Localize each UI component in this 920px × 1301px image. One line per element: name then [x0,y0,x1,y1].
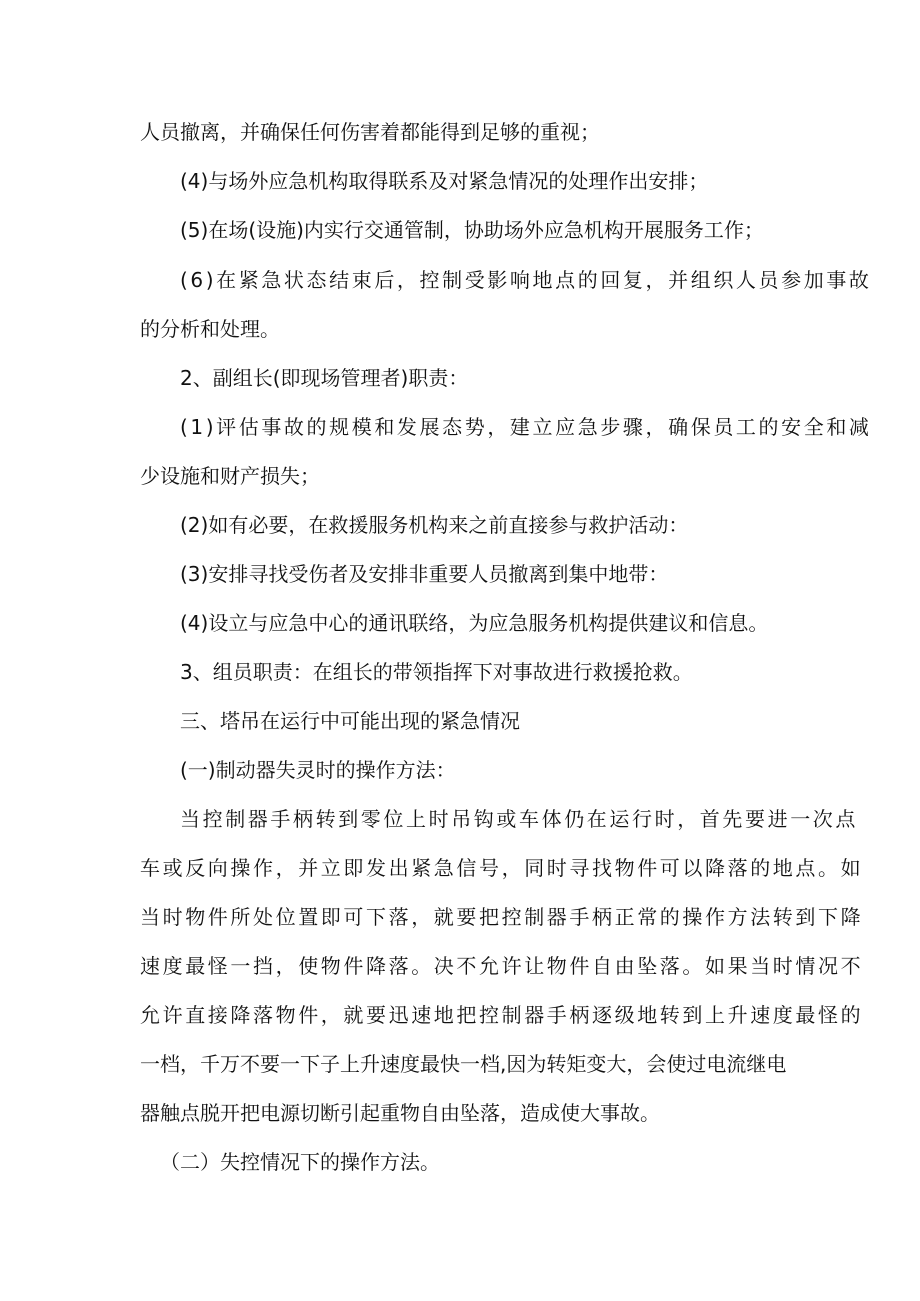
subsection-heading: (一)制动器失灵时的操作方法： [180,758,456,782]
text-line: 人员撤离，并确保任何伤害着都能得到足够的重视； [140,120,600,144]
text-line: (4)与场外应急机构取得联系及对紧急情况的处理作出安排； [180,169,709,193]
section-heading: 三、塔吊在运行中可能出现的紧急情况 [180,709,520,733]
section-heading: 2、副组长(即现场管理者)职责： [180,366,469,390]
text-line: (6)在紧急状态结束后，控制受影响地点的回复，并组织人员参加事故 [180,268,872,292]
text-line: 当时物件所处位置即可下落，就要把控制器手柄正常的操作方法转到下降 [140,905,864,929]
text-line: 少设施和财产损失； [140,464,320,488]
text-line: (2)如有必要，在救援服务机构来之前直接参与救护活动： [180,513,689,537]
text-line: (1)评估事故的规模和发展态势，建立应急步骤，确保员工的安全和减 [180,415,872,439]
text-line: 允许直接降落物件，就要迅速地把控制器手柄逐级地转到上升速度最怪的 [140,1003,864,1027]
section-heading: 3、组员职责：在组长的带领指挥下对事故进行救援抢救。 [180,660,693,684]
text-line: 速度最怪一挡，使物件降落。决不允许让物件自由坠落。如果当时情况不 [140,954,864,978]
text-line: 当控制器手柄转到零位上时吊钩或车体仍在运行时，首先要进一次点 [180,807,858,831]
text-line: 车或反向操作，并立即发出紧急信号，同时寻找物件可以降落的地点。如 [140,856,864,880]
text-line: (4)设立与应急中心的通讯联络，为应急服务机构提供建议和信息。 [180,611,769,635]
text-line: (3)安排寻找受伤者及安排非重要人员撤离到集中地带： [180,562,669,586]
subsection-heading: （二）失控情况下的操作方法。 [160,1150,440,1174]
text-line: 一档，千万不要一下子上升速度最快一档,因为转矩变大，会使过电流继电 [140,1052,787,1076]
text-line: 器触点脱开把电源切断引起重物自由坠落，造成使大事故。 [140,1101,660,1125]
text-line: 的分析和处理。 [140,317,280,341]
text-line: (5)在场(设施)内实行交通管制，协助场外应急机构开展服务工作； [180,218,764,242]
